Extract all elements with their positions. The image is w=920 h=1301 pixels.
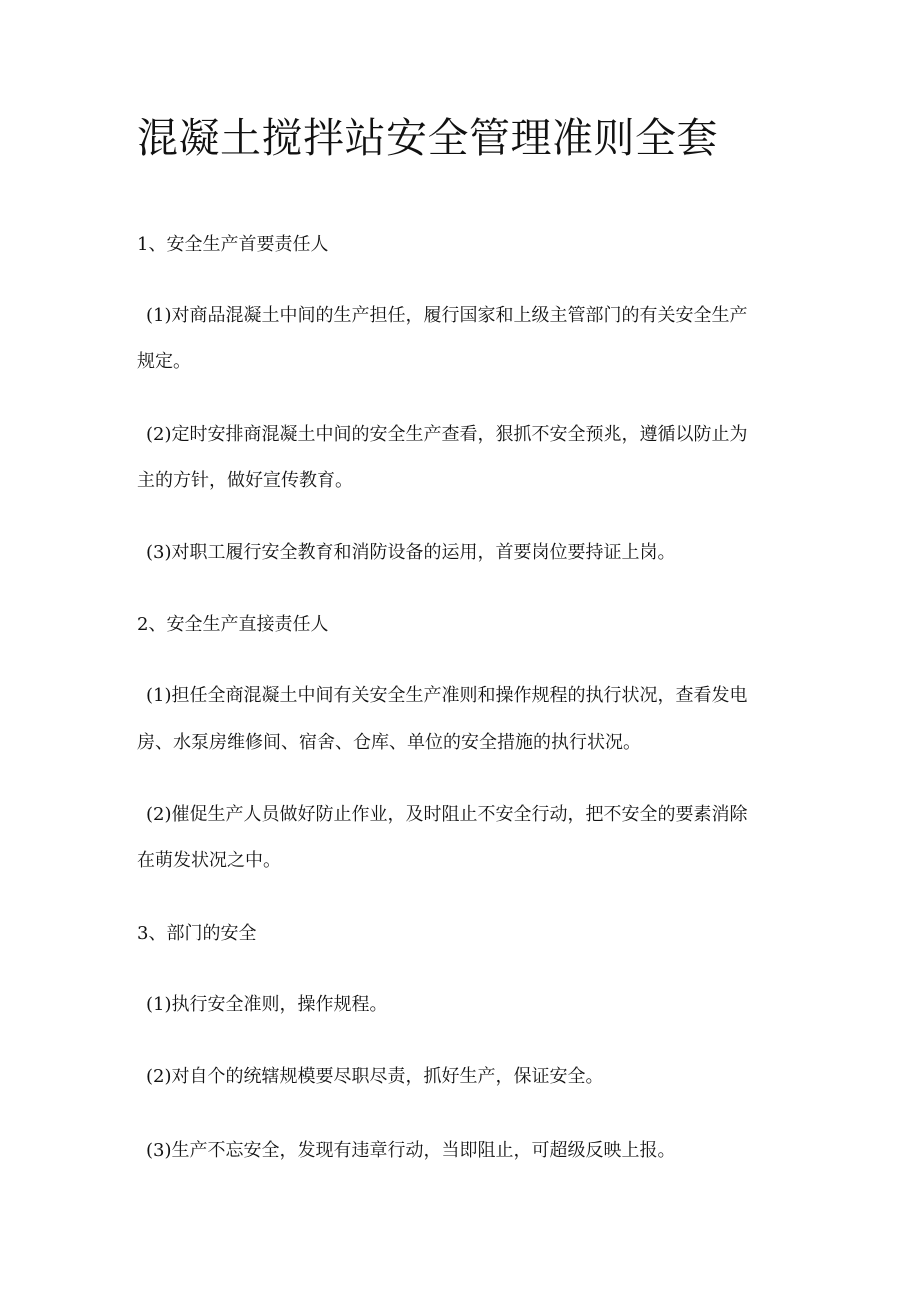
section-heading-3: 3、部门的安全 — [137, 923, 257, 944]
section-1-item-1-line-2: 规定。 — [137, 351, 191, 372]
section-2-item-1-line-2: 房、水泵房维修间、宿舍、仓库、单位的安全措施的执行状况。 — [137, 732, 641, 753]
section-heading-2: 2、安全生产直接责任人 — [137, 614, 329, 635]
section-1-item-2-line-2: 主的方针，做好宣传教育。 — [137, 470, 353, 491]
section-2-item-2-line-2: 在萌发状况之中。 — [137, 850, 281, 871]
section-1-item-1-line-1: (1)对商品混凝土中间的生产担任，履行国家和上级主管部门的有关安全生产 — [146, 305, 748, 326]
section-3-item-2-line-1: (2)对自个的统辖规模要尽职尽责，抓好生产，保证安全。 — [146, 1066, 604, 1087]
section-2-item-2-line-1: (2)催促生产人员做好防止作业，及时阻止不安全行动，把不安全的要素消除 — [146, 804, 748, 825]
section-3-item-3-line-1: (3)生产不忘安全，发现有违章行动，当即阻止，可超级反映上报。 — [146, 1140, 676, 1161]
section-heading-1: 1、安全生产首要责任人 — [137, 234, 329, 255]
section-3-item-1-line-1: (1)执行安全准则，操作规程。 — [146, 994, 388, 1015]
section-1-item-2-line-1: (2)定时安排商混凝土中间的安全生产查看，狠抓不安全预兆，遵循以防止为 — [146, 424, 748, 445]
section-2-item-1-line-1: (1)担任全商混凝土中间有关安全生产准则和操作规程的执行状况，查看发电 — [146, 685, 748, 706]
document-title: 混凝土搅拌站安全管理准则全套 — [137, 114, 718, 162]
section-1-item-3-line-1: (3)对职工履行安全教育和消防设备的运用，首要岗位要持证上岗。 — [146, 542, 676, 563]
